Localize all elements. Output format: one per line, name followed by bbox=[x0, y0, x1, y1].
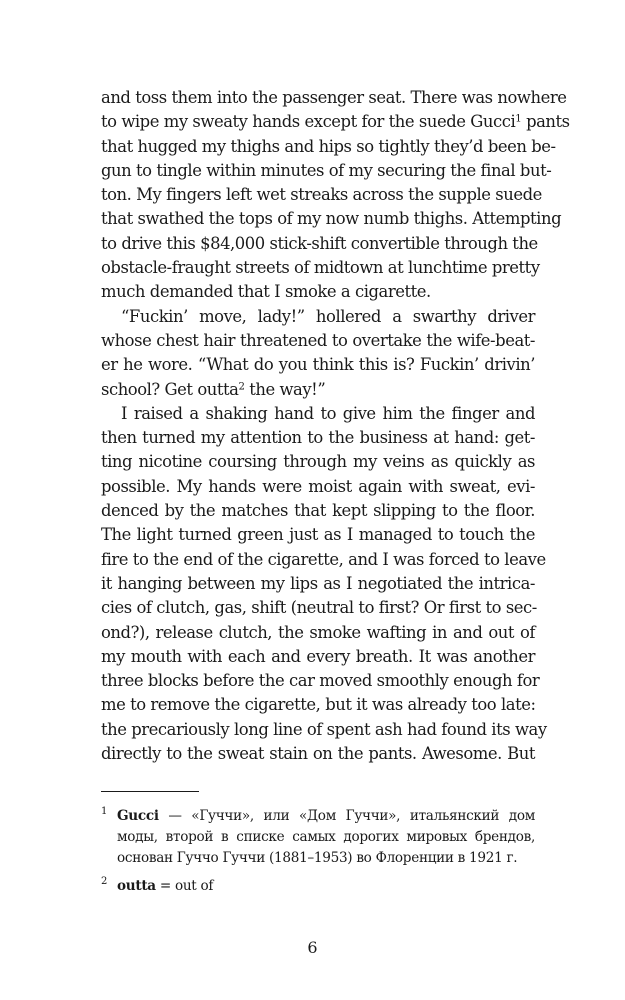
body-line bbox=[101, 718, 547, 742]
body-line bbox=[101, 596, 535, 620]
body-line bbox=[101, 645, 535, 669]
footnote-number: 1 bbox=[101, 806, 108, 817]
footnote bbox=[101, 806, 535, 868]
body-text-run: obstacle-fraught streets of midtown at lunchtime pretty bbox=[101, 258, 540, 278]
body-text bbox=[101, 86, 570, 766]
body-text-run: the way!” bbox=[244, 379, 326, 399]
body-text-run: it hanging between my lips as I negotiated the intrica- bbox=[101, 573, 535, 593]
body-line bbox=[101, 110, 570, 134]
body-text-run: to wipe my sweaty hands except for the suede Gucci bbox=[101, 112, 516, 132]
body-text-run: and toss them into the passenger seat. There was nowhere bbox=[101, 88, 567, 107]
body-line bbox=[101, 475, 535, 499]
footnote-separator bbox=[101, 791, 199, 792]
footnote-line bbox=[117, 827, 535, 848]
footnote-term: outta bbox=[117, 878, 156, 894]
body-line bbox=[101, 402, 535, 426]
body-line bbox=[101, 450, 535, 474]
body-text-run: fire to the end of the cigarette, and I was forced to leave bbox=[101, 549, 546, 569]
footnote-term: Gucci bbox=[117, 808, 159, 824]
footnote-line bbox=[117, 848, 535, 869]
body-line bbox=[101, 742, 535, 766]
body-text-run: ton. My fingers left wet streaks across the supple suede bbox=[101, 185, 542, 205]
footnote-text: = out of bbox=[155, 878, 214, 894]
body-text-run: whose chest hair threatened to overtake the wife-beat- bbox=[101, 330, 535, 350]
footnote bbox=[101, 876, 535, 897]
footnote-line bbox=[117, 806, 535, 827]
body-line bbox=[101, 378, 535, 402]
body-line bbox=[101, 256, 540, 280]
body-text-run: The light turned green just as I managed to touch the bbox=[101, 525, 535, 545]
body-text-run: the precariously long line of spent ash had found its way bbox=[101, 719, 547, 739]
body-line bbox=[101, 572, 535, 596]
body-text-run: ond?), release clutch, the smoke wafting in and out of bbox=[101, 622, 535, 642]
body-text-run: possible. My hands were moist again with sweat, evi- bbox=[101, 476, 535, 496]
body-text-run: er he wore. “What do you think this is? Fuckin’ drivin’ bbox=[101, 355, 535, 375]
body-line bbox=[101, 159, 552, 183]
body-text-run: denced by the matches that kept slipping to the floor. bbox=[101, 501, 535, 521]
body-line bbox=[101, 86, 567, 110]
footnote-text: — «Гуччи», или «Дом Гуччи», итальянский дом bbox=[158, 808, 535, 824]
body-line bbox=[101, 135, 556, 159]
body-line bbox=[101, 329, 535, 353]
body-line bbox=[101, 548, 546, 572]
body-text-run: then turned my attention to the business at hand: get- bbox=[101, 428, 535, 448]
body-line bbox=[101, 426, 535, 450]
footnote-marker[interactable]: 2 bbox=[238, 380, 245, 392]
body-line bbox=[101, 353, 535, 377]
footnote-text: моды, второй в списке самых дорогих мировых брендов, bbox=[117, 828, 535, 845]
body-text-run: much demanded that I smoke a cigarette. bbox=[101, 282, 431, 302]
body-text-run: that hugged my thighs and hips so tightly they’d been be- bbox=[101, 136, 556, 156]
body-line bbox=[101, 693, 535, 717]
body-text-run: gun to tingle within minutes of my securing the final but- bbox=[101, 160, 552, 180]
body-line bbox=[101, 669, 540, 693]
page-number: 6 bbox=[307, 938, 318, 957]
body-text-run: I raised a shaking hand to give him the finger and bbox=[121, 403, 535, 423]
body-line bbox=[101, 621, 535, 645]
body-text-run: my mouth with each and every breath. It was another bbox=[101, 646, 535, 666]
body-text-run: to drive this $84,000 stick-shift convertible through the bbox=[101, 233, 538, 253]
body-line bbox=[101, 280, 535, 304]
body-line bbox=[101, 207, 562, 231]
body-line bbox=[101, 523, 535, 547]
body-text-run: ting nicotine coursing through my veins as quickly as bbox=[101, 452, 535, 472]
body-text-run: cies of clutch, gas, shift (neutral to first? Or first to sec- bbox=[101, 598, 537, 618]
footnote-text: основан Гуччо Гуччи (1881–1953) во Флоренции в 1921 г. bbox=[117, 849, 518, 866]
footnote-number: 2 bbox=[101, 876, 108, 887]
body-text-run: three blocks before the car moved smoothly enough for bbox=[101, 671, 540, 691]
body-text-run: pants bbox=[521, 112, 570, 132]
body-text-run: that swathed the tops of my now numb thighs. Attempting bbox=[101, 209, 562, 229]
body-text-run: directly to the sweat stain on the pants. Awesome. But bbox=[101, 744, 535, 764]
body-line bbox=[101, 499, 535, 523]
body-line bbox=[101, 183, 542, 207]
body-text-run: school? Get outta bbox=[101, 379, 239, 399]
body-line bbox=[101, 305, 535, 329]
body-line bbox=[101, 232, 538, 256]
footnote-line bbox=[117, 876, 535, 897]
body-text-run: me to remove the cigarette, but it was already too late: bbox=[101, 695, 536, 715]
footnote-marker[interactable]: 1 bbox=[515, 113, 522, 125]
body-text-run: “Fuckin’ move, lady!” hollered a swarthy driver bbox=[121, 306, 535, 326]
